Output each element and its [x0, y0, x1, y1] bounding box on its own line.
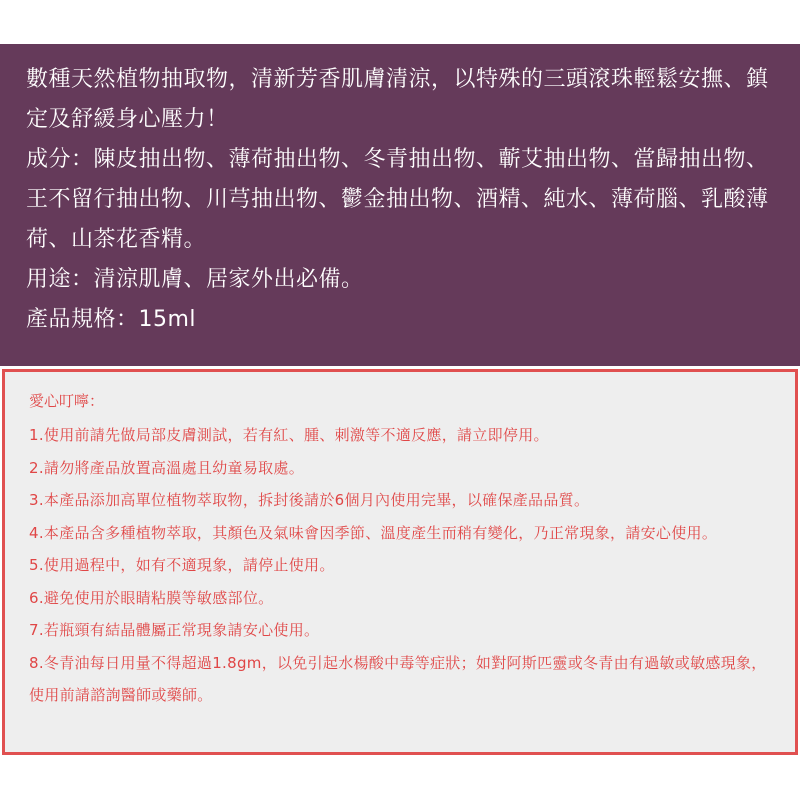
notice-item-8: 8.冬青油每日用量不得超過1.8gm，以免引起水楊酸中毒等症狀；如對阿斯匹靈或冬青由有過敏或敏感現象，使用前請諮詢醫師或藥師。	[29, 653, 767, 704]
notice-list	[29, 419, 777, 712]
notice-item-7: 7.若瓶頸有結晶體屬正常現象請安心使用。	[29, 621, 320, 639]
product-ingredients: 成分：陳皮抽出物、薄荷抽出物、冬青抽出物、蘄艾抽出物、當歸抽出物、王不留行抽出物、川芎抽出物、鬱金抽出物、酒精、純水、薄荷腦、乳酸薄荷、山茶花香精。	[26, 147, 769, 252]
notice-item-1: 1.使用前請先做局部皮膚測試，若有紅、腫、刺激等不適反應，請立即停用。	[29, 426, 549, 444]
notice-item-3: 3.本產品添加高單位植物萃取物，拆封後請於6個月內使用完畢，以確保產品品質。	[29, 491, 590, 509]
product-usage: 用途：清涼肌膚、居家外出必備。	[26, 267, 364, 292]
notice-item-6: 6.避免使用於眼睛粘膜等敏感部位。	[29, 588, 274, 607]
notice-title: 愛心叮嚀：	[29, 392, 105, 410]
notice-item-5: 5.使用過程中，如有不適現象，請停止使用。	[29, 556, 335, 574]
product-description: 數種天然植物抽取物，清新芳香肌膚清涼，以特殊的三頭滾珠輕鬆安撫、鎮定及舒緩身心壓力！	[26, 67, 769, 132]
product-info-panel	[0, 44, 800, 366]
notice-item-2: 2.請勿將產品放置高溫處且幼童易取處。	[29, 458, 305, 477]
notice-item-4: 4.本產品含多種植物萃取，其顏色及氣味會因季節、溫度產生而稍有變化，乃正常現象，請安心使用。	[29, 523, 718, 542]
product-spec: 產品規格：15ml	[26, 307, 197, 332]
notice-box	[2, 369, 798, 755]
